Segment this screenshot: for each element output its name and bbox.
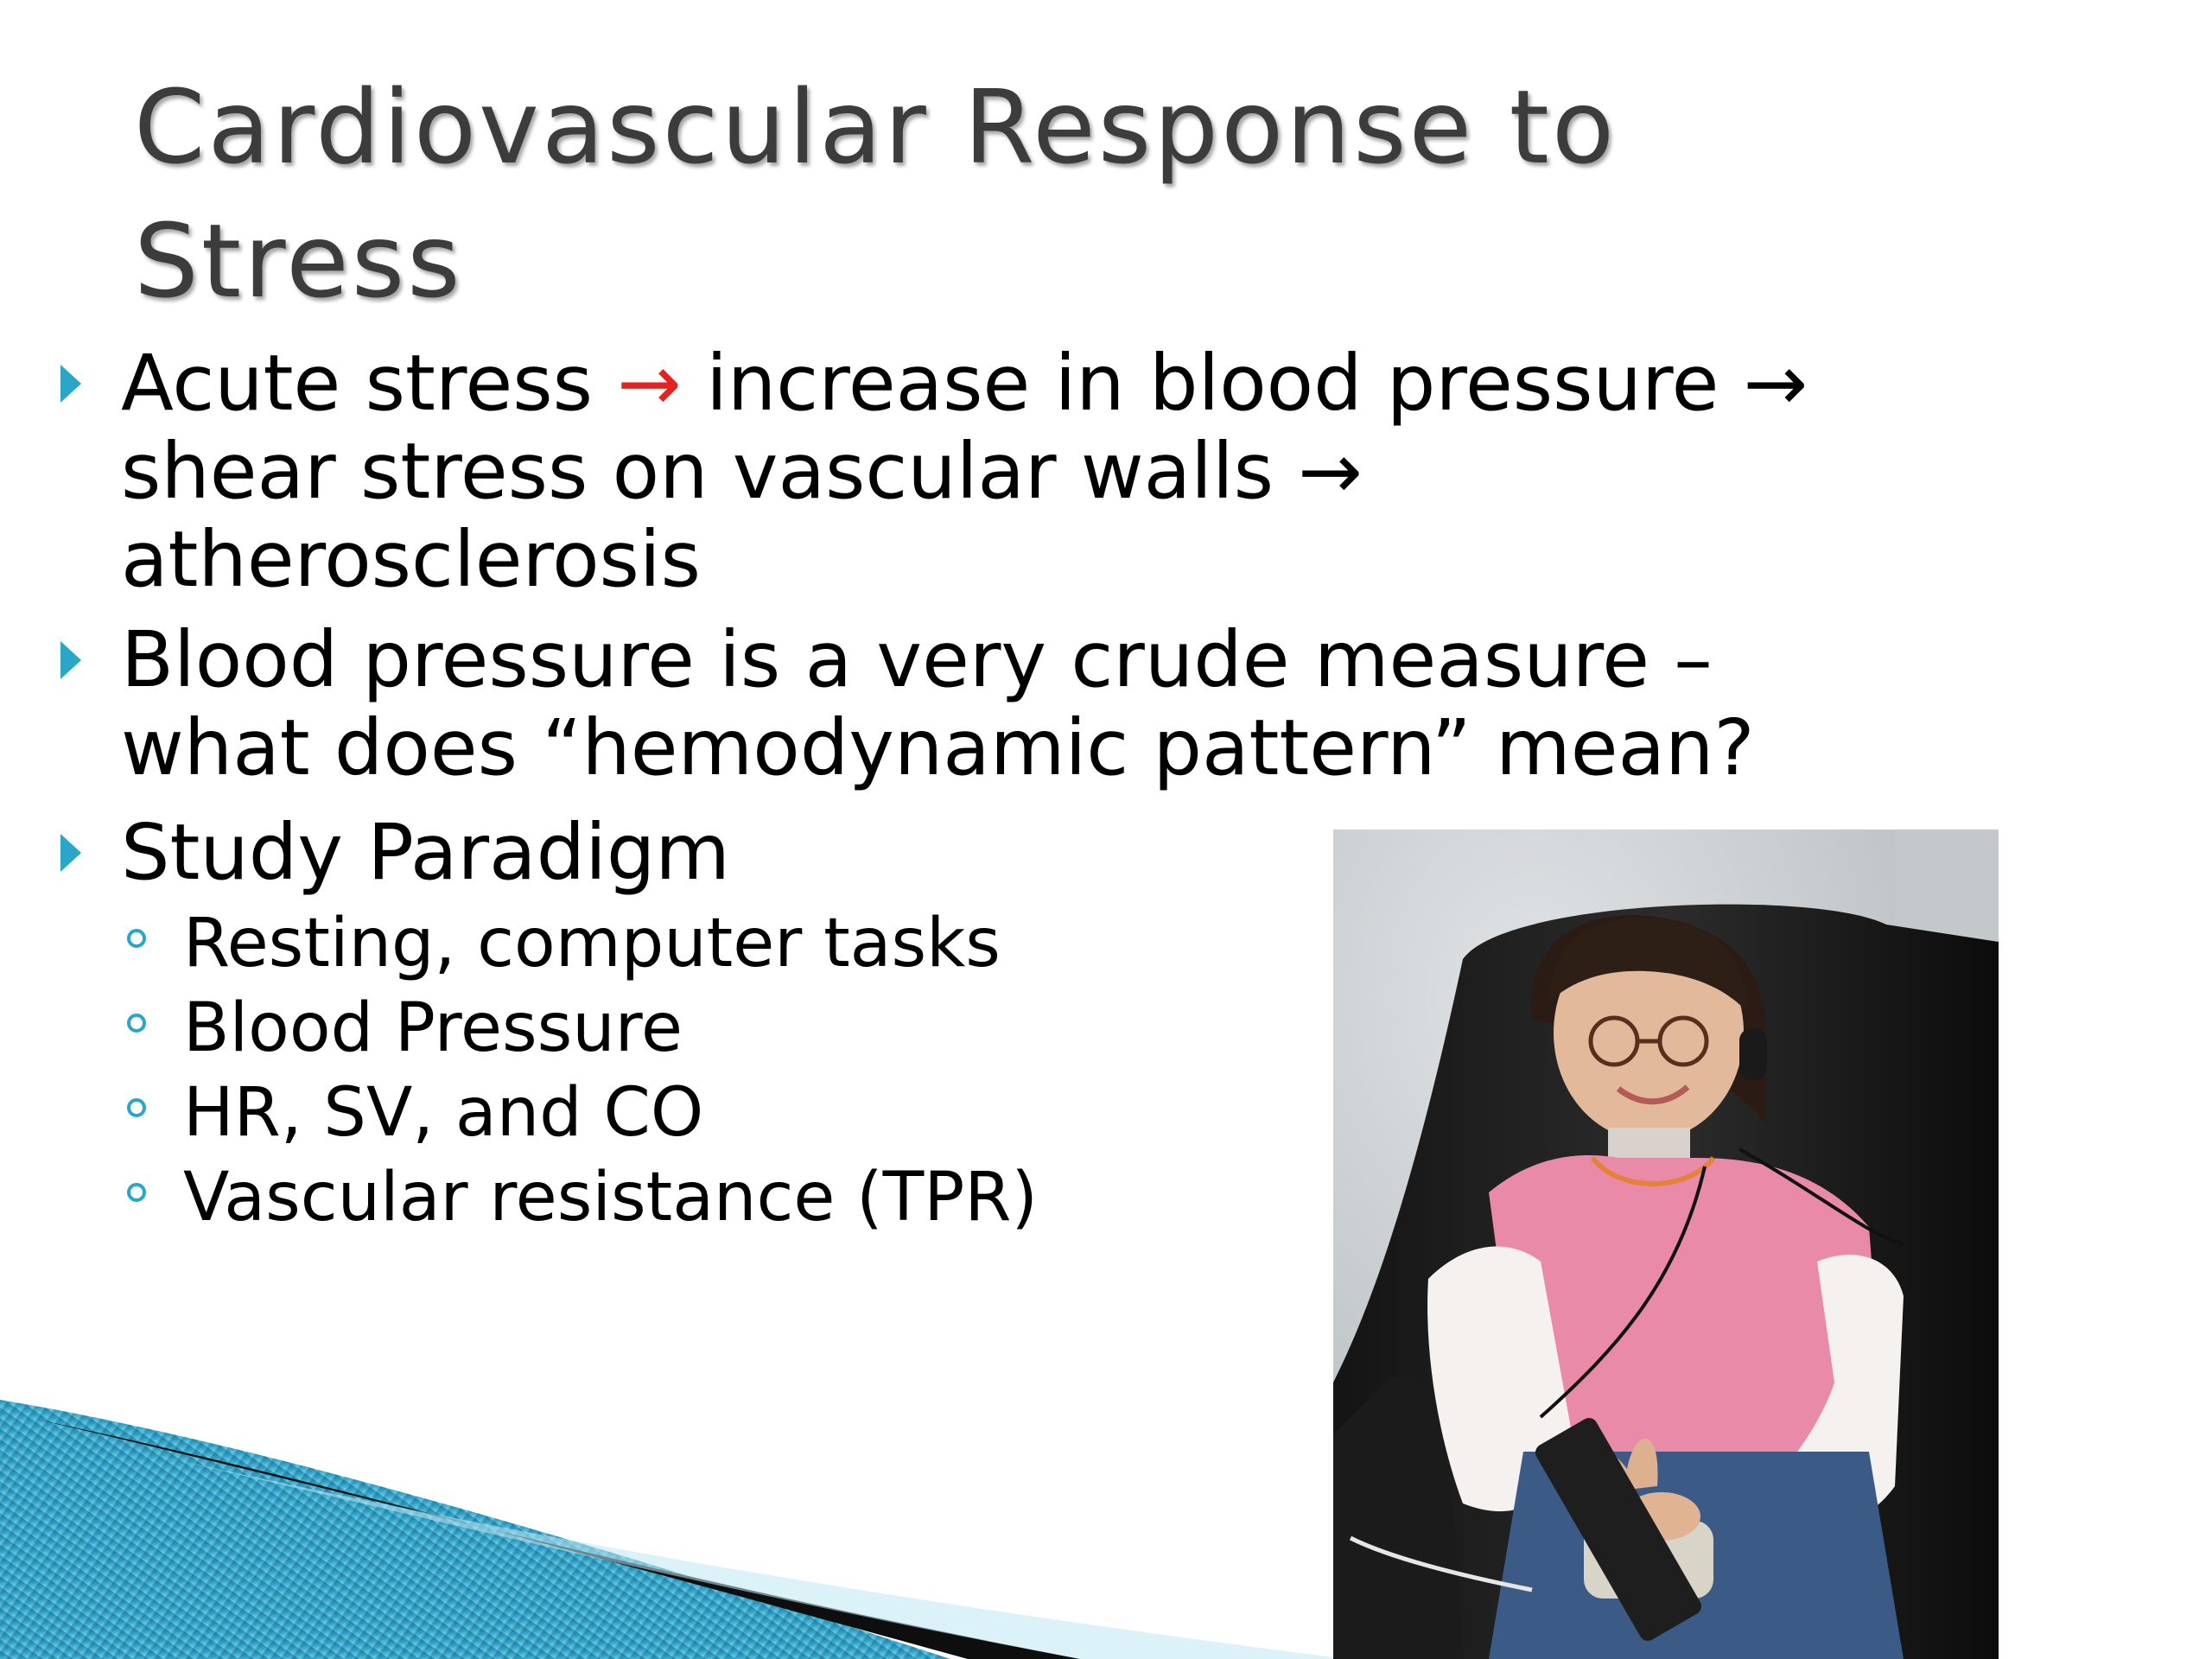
triangle-bullet-icon	[60, 365, 81, 403]
triangle-bullet-icon	[60, 641, 81, 679]
bullet-text: Study Paradigm	[121, 807, 731, 897]
sub-bullet-text: Blood Pressure	[183, 989, 683, 1067]
photo-illustration	[1333, 830, 1999, 1659]
sub-bullet	[183, 986, 1306, 1071]
bullet-blood-pressure	[121, 615, 1849, 791]
sub-bullet	[183, 901, 1306, 986]
sub-bullet-text: HR, SV, and CO	[183, 1074, 704, 1152]
photo-child-study-participant	[1333, 830, 1999, 1659]
bullet-text-seg: Acute stress	[121, 338, 618, 428]
bullet-acute-stress	[121, 339, 2022, 603]
slide-title: Cardiovascular Response to Stress	[134, 67, 1618, 321]
arrow-icon: →	[1743, 338, 1808, 428]
circle-bullet-icon	[127, 1183, 146, 1202]
bullet-text-seg: atherosclerosis	[121, 514, 702, 604]
arrow-icon: →	[1298, 426, 1363, 516]
sub-bullet-text: Vascular resistance (TPR)	[183, 1159, 1038, 1236]
sub-bullet	[183, 1071, 1306, 1155]
sub-bullet-text: Resting, computer tasks	[183, 905, 1001, 982]
decorative-swoosh	[0, 1365, 1348, 1659]
sub-bullet	[183, 1155, 1306, 1240]
red-arrow-icon: →	[617, 338, 682, 428]
bullet-text-seg: shear stress on vascular walls	[121, 426, 1299, 516]
circle-bullet-icon	[127, 1098, 146, 1117]
bullet-text-seg: increase in blood pressure	[681, 338, 1744, 428]
circle-bullet-icon	[127, 929, 146, 948]
bullet-text: Blood pressure is a very crude measure – what does “hemodynamic pattern” mean?	[121, 614, 1755, 792]
circle-bullet-icon	[127, 1014, 146, 1033]
triangle-bullet-icon	[60, 834, 81, 872]
